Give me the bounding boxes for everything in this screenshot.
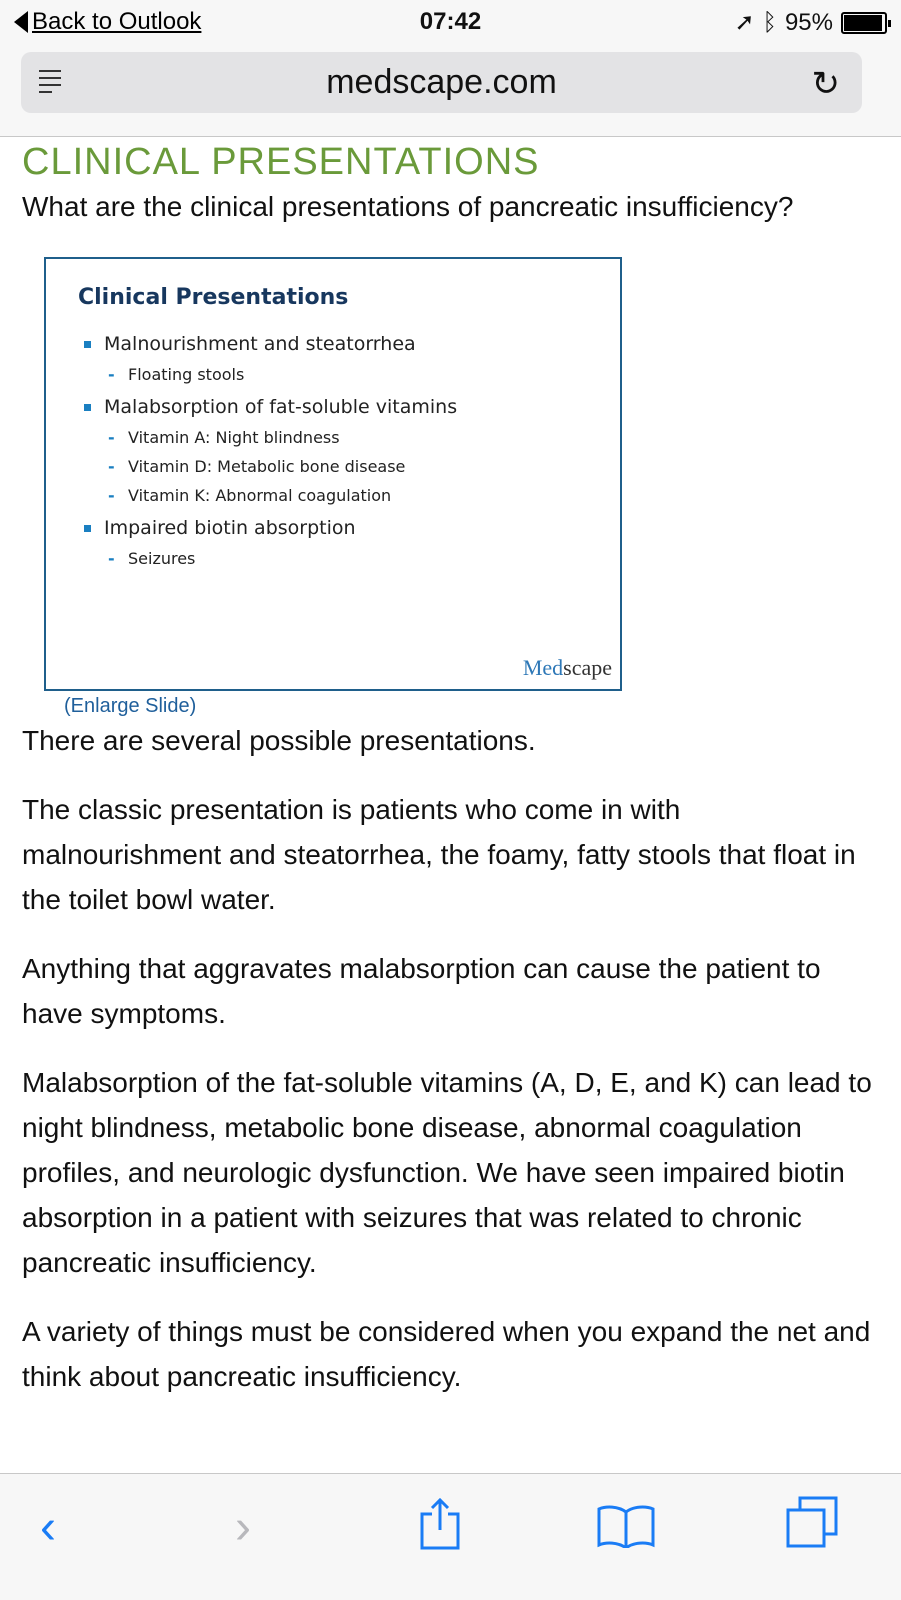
browser-toolbar bbox=[0, 1473, 901, 1600]
slide-image[interactable] bbox=[44, 257, 622, 691]
status-bar bbox=[0, 6, 901, 40]
bookmarks-icon[interactable] bbox=[596, 1504, 656, 1560]
paragraph: Malabsorption of the fat-soluble vitamins (A, D, E, and K) can lead to night blindness, metabolic bone disease, abnormal coagulation profiles, and neurologic dysfunction. We have seen impaired biotin absorption in a patient with seizures that was related to chronic pancreatic insufficiency. bbox=[22, 1067, 872, 1278]
paragraph: Anything that aggravates malabsorption can cause the patient to have symptoms. bbox=[22, 953, 821, 1029]
battery-icon bbox=[841, 12, 887, 34]
forward-button[interactable]: › bbox=[235, 1501, 251, 1554]
question: What are the clinical presentations of pancreatic insufficiency? bbox=[22, 191, 794, 222]
enlarge-slide-link[interactable]: (Enlarge Slide) bbox=[64, 695, 197, 717]
url-text: medscape.com bbox=[326, 63, 557, 101]
sub-bullet: - Seizures bbox=[84, 549, 457, 568]
reader-menu-icon[interactable] bbox=[39, 70, 61, 98]
bullet: Malabsorption of fat-soluble vitamins bbox=[84, 396, 457, 418]
status-icons bbox=[734, 8, 887, 37]
bluetooth-icon: ᛒ bbox=[762, 8, 777, 36]
medscape-logo: Medscape bbox=[522, 655, 612, 680]
address-bar[interactable] bbox=[21, 52, 862, 113]
location-icon: ➚ bbox=[734, 9, 755, 36]
article-content[interactable] bbox=[0, 138, 901, 1473]
paragraph: The classic presentation is patients who come in with malnourishment and steatorrhea, the foamy, fatty stools that float in the toilet bowl water. bbox=[22, 794, 856, 915]
back-label: Back to Outlook bbox=[32, 8, 202, 35]
back-button[interactable]: ‹ bbox=[40, 1501, 56, 1554]
sub-bullet: - Vitamin A: Night blindness bbox=[84, 428, 457, 447]
battery-percent: 95% bbox=[784, 8, 833, 36]
reload-icon[interactable]: ↻ bbox=[811, 65, 840, 103]
section-heading: CLINICAL PRESENTATIONS bbox=[22, 141, 540, 183]
tabs-icon[interactable] bbox=[784, 1494, 840, 1562]
sub-bullet: - Floating stools bbox=[84, 365, 457, 384]
bullet: Impaired biotin absorption bbox=[84, 517, 457, 539]
share-icon[interactable] bbox=[416, 1496, 464, 1564]
clock: 07:42 bbox=[419, 8, 482, 35]
browser-header bbox=[0, 0, 901, 137]
sub-bullet: - Vitamin D: Metabolic bone disease bbox=[84, 457, 457, 476]
paragraph: There are several possible presentations. bbox=[22, 725, 536, 756]
slide-bullets bbox=[84, 333, 457, 580]
paragraph: A variety of things must be considered when you expand the net and think about pancreatic insufficiency. bbox=[22, 1316, 871, 1392]
bullet: Malnourishment and steatorrhea bbox=[84, 333, 457, 355]
sub-bullet: - Vitamin K: Abnormal coagulation bbox=[84, 486, 457, 505]
slide-title: Clinical Presentations bbox=[78, 285, 349, 310]
